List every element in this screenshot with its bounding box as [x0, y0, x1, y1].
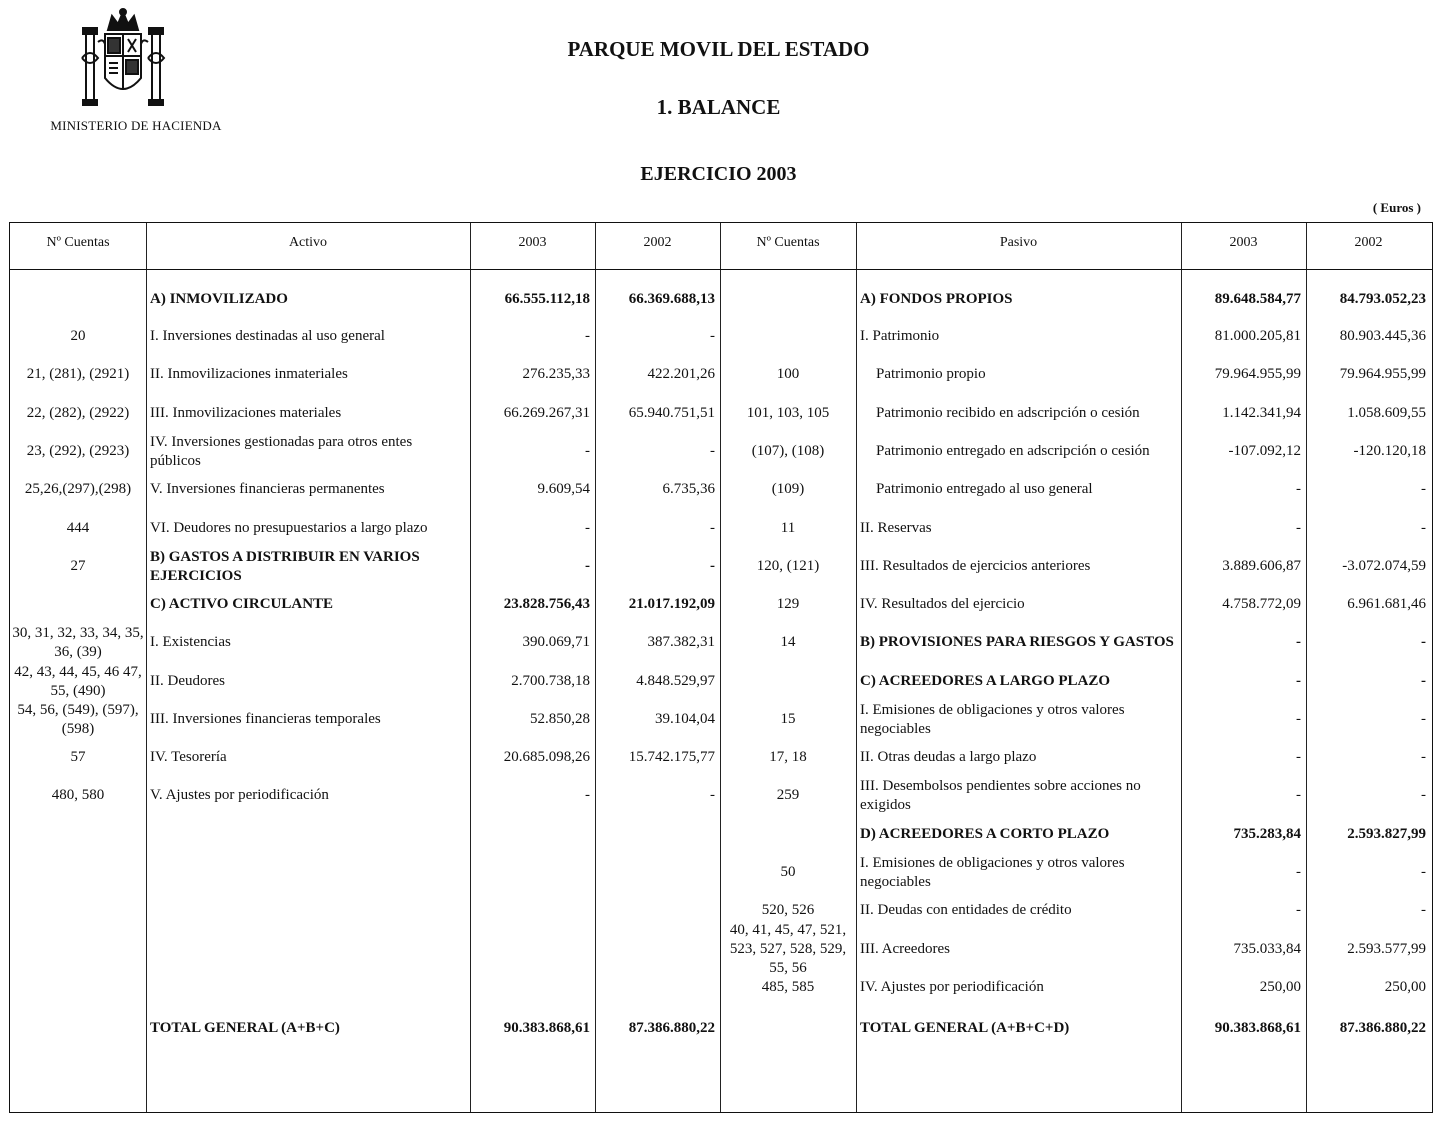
line-item-label: III. Acreedores: [860, 941, 950, 957]
account-codes: 101, 103, 105: [746, 405, 830, 421]
value-2002: 87.386.880,22: [1339, 1020, 1426, 1036]
value-2002: 6.735,36: [662, 481, 715, 497]
column-divider: [595, 223, 596, 1112]
account-codes: 23, (292), (2923): [26, 443, 130, 459]
account-codes: (109): [771, 481, 805, 497]
value-2002: -: [1421, 520, 1426, 536]
value-2003: 2.700.738,18: [511, 673, 590, 689]
value-2003: -: [585, 328, 590, 344]
value-2002: -: [710, 443, 715, 459]
value-2003: 52.850,28: [530, 711, 590, 727]
column-divider: [1306, 223, 1307, 1112]
ministry-label: MINISTERIO DE HACIENDA: [50, 118, 222, 133]
line-item-label: V. Ajustes por periodificación: [150, 787, 329, 803]
value-2002: -: [1421, 634, 1426, 650]
value-2003: -: [585, 443, 590, 459]
value-2003: 90.383.868,61: [1214, 1020, 1301, 1036]
line-item-label: TOTAL GENERAL (A+B+C): [150, 1020, 340, 1036]
account-codes: 21, (281), (2921): [26, 366, 130, 382]
column-header-2002-right: 2002: [1354, 235, 1383, 250]
value-2003: -: [1296, 787, 1301, 803]
line-item-label: VI. Deudores no presupuestarios a largo plazo: [150, 520, 428, 536]
column-divider: [470, 223, 471, 1112]
value-2003: 23.828.756,43: [503, 596, 590, 612]
value-2003: 66.269.267,31: [503, 405, 590, 421]
line-item-label: III. Inversiones financieras temporales: [150, 711, 381, 727]
value-2002: -: [710, 328, 715, 344]
value-2002: 2.593.827,99: [1347, 826, 1426, 842]
value-2003: -: [585, 558, 590, 574]
value-2003: 89.648.584,77: [1214, 291, 1301, 307]
value-2002: 87.386.880,22: [628, 1020, 715, 1036]
value-2002: 1.058.609,55: [1347, 405, 1426, 421]
value-2003: -107.092,12: [1228, 443, 1301, 459]
value-2003: 735.033,84: [1233, 941, 1301, 957]
line-item-label: B) GASTOS A DISTRIBUIR EN VARIOS EJERCICIOS: [150, 548, 420, 584]
value-2003: 735.283,84: [1233, 826, 1301, 842]
value-2002: -: [1421, 481, 1426, 497]
column-divider: [146, 223, 147, 1112]
value-2003: 4.758.772,09: [1222, 596, 1301, 612]
value-2002: -3.072.074,59: [1342, 558, 1426, 574]
value-2002: 84.793.052,23: [1339, 291, 1426, 307]
line-item-label: IV. Resultados del ejercicio: [860, 596, 1025, 612]
line-item-label: Patrimonio propio: [876, 366, 986, 382]
value-2002: -: [1421, 673, 1426, 689]
account-codes: 22, (282), (2922): [26, 405, 130, 421]
value-2003: 81.000.205,81: [1214, 328, 1301, 344]
account-codes: 20: [70, 328, 86, 344]
account-codes: (107), (108): [751, 443, 825, 459]
value-2003: 390.069,71: [522, 634, 590, 650]
line-item-label: II. Deudas con entidades de crédito: [860, 902, 1072, 918]
line-item-label: D) ACREEDORES A CORTO PLAZO: [860, 826, 1110, 842]
column-header-2003-left: 2003: [518, 235, 547, 250]
units-label: ( Euros ): [1372, 200, 1421, 215]
line-item-label: IV. Ajustes por periodificación: [860, 979, 1044, 995]
period-title: EJERCICIO 2003: [640, 163, 797, 185]
value-2003: -: [585, 787, 590, 803]
column-header-2002-left: 2002: [643, 235, 672, 250]
value-2002: 422.201,26: [647, 366, 715, 382]
value-2002: 66.369.688,13: [628, 291, 715, 307]
value-2002: -: [1421, 749, 1426, 765]
account-codes: 57: [70, 749, 86, 765]
account-codes: 54, 56, (549), (597), (598): [17, 701, 139, 737]
value-2003: -: [1296, 902, 1301, 918]
account-codes: 485, 585: [761, 979, 815, 995]
value-2003: 66.555.112,18: [504, 291, 590, 307]
line-item-label: III. Inmovilizaciones materiales: [150, 405, 342, 421]
value-2002: -: [710, 520, 715, 536]
value-2003: 90.383.868,61: [503, 1020, 590, 1036]
account-codes: 17, 18: [769, 749, 807, 765]
value-2002: -: [1421, 902, 1426, 918]
value-2003: 250,00: [1259, 979, 1301, 995]
value-2003: 276.235,33: [522, 366, 590, 382]
value-2003: 20.685.098,26: [503, 749, 590, 765]
line-item-label: Patrimonio recibido en adscripción o cesión: [876, 405, 1140, 421]
line-item-label: II. Inmovilizaciones inmateriales: [150, 366, 348, 382]
line-item-label: III. Desembolsos pendientes sobre acciones no exigidos: [860, 777, 1141, 813]
value-2002: 79.964.955,99: [1339, 366, 1426, 382]
line-item-label: II. Deudores: [150, 673, 225, 689]
account-codes: 11: [780, 520, 796, 536]
line-item-label: II. Otras deudas a largo plazo: [860, 749, 1037, 765]
line-item-label: Patrimonio entregado al uso general: [876, 481, 1093, 497]
line-item-label: I. Patrimonio: [860, 328, 940, 344]
account-codes: 42, 43, 44, 45, 46 47, 55, (490): [14, 663, 142, 699]
value-2002: 65.940.751,51: [628, 405, 715, 421]
account-codes: 520, 526: [761, 902, 815, 918]
line-item-label: C) ACTIVO CIRCULANTE: [150, 596, 334, 612]
value-2003: -: [585, 520, 590, 536]
value-2003: 79.964.955,99: [1214, 366, 1301, 382]
section-title: 1. BALANCE: [656, 95, 781, 119]
value-2002: 250,00: [1384, 979, 1426, 995]
column-divider: [720, 223, 721, 1112]
value-2002: -: [1421, 711, 1426, 727]
value-2003: -: [1296, 520, 1301, 536]
header-divider: [10, 269, 1432, 270]
line-item-label: I. Emisiones de obligaciones y otros valores negociables: [860, 854, 1125, 890]
account-codes: 25,26,(297),(298): [24, 481, 132, 497]
column-header-accounts-left: Nº Cuentas: [46, 235, 110, 250]
value-2002: -: [710, 558, 715, 574]
account-codes: 40, 41, 45, 47, 521, 523, 527, 528, 529, 55, 56: [729, 922, 847, 976]
account-codes: 30, 31, 32, 33, 34, 35, 36, (39): [12, 624, 144, 660]
balance-table: [9, 222, 1433, 1113]
value-2002: 39.104,04: [655, 711, 715, 727]
line-item-label: IV. Inversiones gestionadas para otros entes públicos: [150, 433, 413, 469]
value-2003: -: [1296, 634, 1301, 650]
value-2002: -: [1421, 787, 1426, 803]
value-2003: 9.609,54: [537, 481, 590, 497]
value-2003: -: [1296, 749, 1301, 765]
account-codes: 27: [70, 558, 86, 574]
line-item-label: I. Emisiones de obligaciones y otros valores negociables: [860, 701, 1125, 737]
value-2002: 387.382,31: [647, 634, 715, 650]
column-header-2003-right: 2003: [1229, 235, 1258, 250]
value-2002: -: [1421, 864, 1426, 880]
value-2003: 1.142.341,94: [1222, 405, 1301, 421]
value-2002: 21.017.192,09: [628, 596, 715, 612]
account-codes: 120, (121): [756, 558, 820, 574]
line-item-label: Patrimonio entregado en adscripción o cesión: [876, 443, 1150, 459]
value-2003: 3.889.606,87: [1222, 558, 1301, 574]
line-item-label: A) INMOVILIZADO: [150, 291, 288, 307]
account-codes: 14: [780, 634, 796, 650]
value-2003: -: [1296, 673, 1301, 689]
line-item-label: I. Existencias: [150, 634, 231, 650]
value-2002: 15.742.175,77: [628, 749, 715, 765]
column-divider: [1181, 223, 1182, 1112]
value-2002: 80.903.445,36: [1339, 328, 1426, 344]
column-divider: [856, 223, 857, 1112]
value-2003: -: [1296, 711, 1301, 727]
value-2003: -: [1296, 481, 1301, 497]
column-header-accounts-right: Nº Cuentas: [756, 235, 820, 250]
line-item-label: II. Reservas: [860, 520, 932, 536]
line-item-label: C) ACREEDORES A LARGO PLAZO: [860, 673, 1111, 689]
account-codes: 15: [780, 711, 796, 727]
value-2002: -120.120,18: [1353, 443, 1426, 459]
value-2002: -: [710, 787, 715, 803]
page-title: PARQUE MOVIL DEL ESTADO: [567, 37, 870, 61]
account-codes: 259: [776, 787, 800, 803]
account-codes: 100: [776, 366, 800, 382]
line-item-label: III. Resultados de ejercicios anteriores: [860, 558, 1091, 574]
line-item-label: TOTAL GENERAL (A+B+C+D): [860, 1020, 1070, 1036]
account-codes: 480, 580: [51, 787, 105, 803]
value-2002: 6.961.681,46: [1347, 596, 1426, 612]
column-header-activo: Activo: [288, 235, 328, 250]
line-item-label: A) FONDOS PROPIOS: [860, 291, 1013, 307]
value-2003: -: [1296, 864, 1301, 880]
line-item-label: IV. Tesorería: [150, 749, 227, 765]
line-item-label: B) PROVISIONES PARA RIESGOS Y GASTOS: [860, 634, 1174, 650]
value-2002: 4.848.529,97: [636, 673, 715, 689]
column-header-pasivo: Pasivo: [999, 235, 1038, 250]
account-codes: 50: [780, 864, 796, 880]
account-codes: 129: [776, 596, 800, 612]
value-2002: 2.593.577,99: [1347, 941, 1426, 957]
account-codes: 444: [66, 520, 90, 536]
line-item-label: I. Inversiones destinadas al uso general: [150, 328, 385, 344]
line-item-label: V. Inversiones financieras permanentes: [150, 481, 385, 497]
